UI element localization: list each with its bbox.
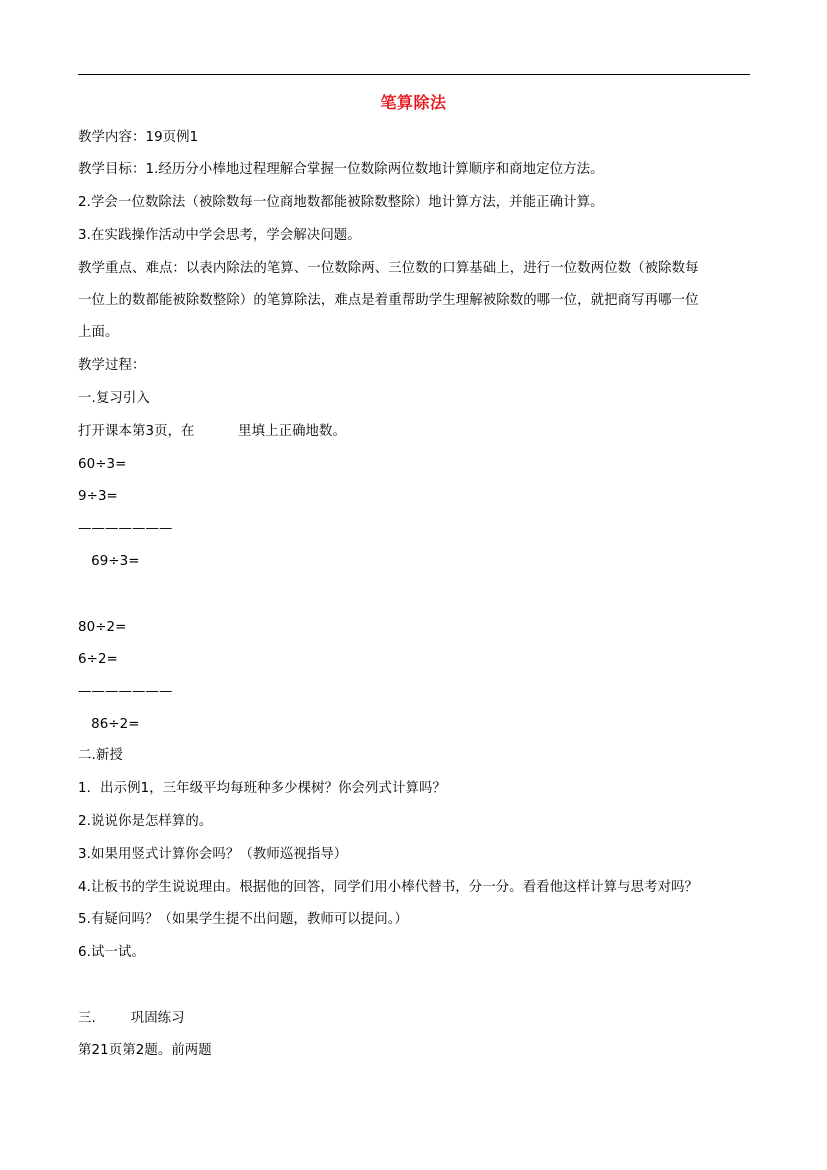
section-1-intro: 打开课本第3页，在 里填上正确地数。	[78, 424, 347, 439]
document-title: 笔算除法	[380, 93, 447, 112]
new-lesson-item-2: 2.说说你是怎样算的。	[78, 814, 213, 829]
key-points-line-3: 上面。	[78, 325, 119, 340]
teaching-goal-2: 2.学会一位数除法（被除数每一位商地数都能被除数整除）地计算方法，并能正确计算。	[78, 195, 604, 210]
section-3-heading: 三. 巩固练习	[78, 1011, 185, 1026]
calc-60-div-3: 60÷3=	[78, 457, 127, 472]
section-1-heading: 一.复习引入	[78, 391, 150, 406]
new-lesson-item-5: 5.有疑问吗？（如果学生提不出问题，教师可以提问。）	[78, 912, 409, 927]
calc-69-div-3: 69÷3=	[78, 554, 140, 569]
calc-80-div-2: 80÷2=	[78, 620, 127, 635]
header-rule	[78, 74, 750, 75]
new-lesson-item-1: 1．出示例1，三年级平均每班种多少棵树？你会列式计算吗？	[78, 781, 446, 796]
new-lesson-item-4: 4.让板书的学生说说理由。根据他的回答，同学们用小棒代替书，分一分。看看他这样计算与思考对吗？	[78, 880, 699, 895]
key-points-line-2: 一位上的数都能被除数整除）的笔算除法，难点是着重帮助学生理解被除数的哪一位，就把商写再哪一位	[78, 293, 699, 308]
teaching-goal-1: 教学目标：1.经历分小棒地过程理解合掌握一位数除两位数地计算顺序和商地定位方法。	[78, 162, 604, 177]
calc-6-div-2: 6÷2=	[78, 652, 118, 667]
section-2-heading: 二.新授	[78, 748, 123, 763]
key-points-line-1: 教学重点、难点：以表内除法的笔算、一位数除两、三位数的口算基础上，进行一位数两位数（被除数每	[78, 261, 699, 276]
calc-9-div-3: 9÷3=	[78, 489, 118, 504]
dash-separator-1: ———————	[78, 521, 173, 536]
calc-86-div-2: 86÷2=	[78, 717, 140, 732]
dash-separator-2: ———————	[78, 684, 173, 699]
teaching-content: 教学内容：19页例1	[78, 130, 199, 145]
teaching-goal-3: 3.在实践操作活动中学会思考，学会解决问题。	[78, 228, 361, 243]
teaching-process-heading: 教学过程：	[78, 358, 146, 373]
practice-item-1: 第21页第2题。前两题	[78, 1043, 212, 1058]
new-lesson-item-6: 6.试一试。	[78, 945, 145, 960]
new-lesson-item-3: 3.如果用竖式计算你会吗？（教师巡视指导）	[78, 847, 348, 862]
